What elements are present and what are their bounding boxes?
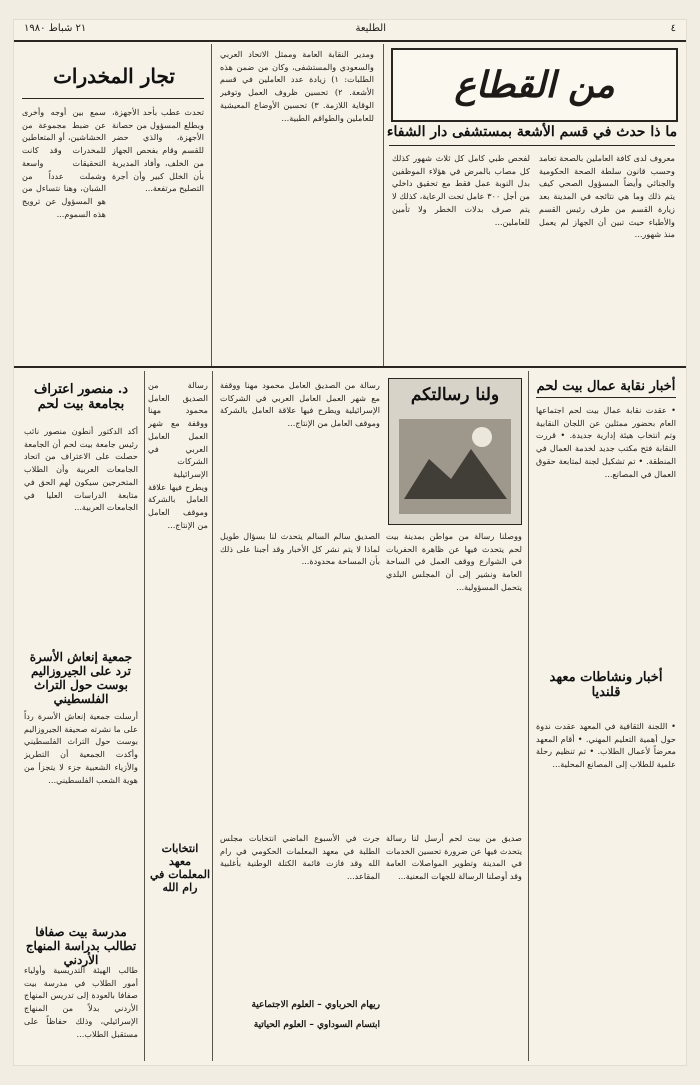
- letters-column-bottom-right: صديق من بيت لحم أرسل لنا رسالة يتحدث فيها عن ضرورة تحسين الخدمات في المدينة وتطوير المواصلات العامة وقد أوصلنا الرسالة للجهات المعنية...: [386, 833, 522, 882]
- page-number: ٤: [670, 23, 676, 34]
- drugs-column-right: تحدث عطب بأحد الأجهزة، وبطلع المسؤول من حصانة الأجهزة، والذي حضر للقسم وقام بفحص الجهاز من الخلف، وأفاد المديرية بأن الخلل كبير وأن أجرة التصليح مرتفعة...: [112, 107, 204, 194]
- institute-title: أخبار ونشاطات معهد قلنديا: [549, 670, 663, 700]
- letters-column-right: ووصلنا رسالة من مواطن بمدينة بيت لحم يتحدث فيها عن ظاهرة الحفريات في الشوارع ووقف العمل في الساحة العامة ونشير إلى أن المجلس البلدي يتحمل المسؤولية...: [386, 531, 522, 592]
- feature-underline: [389, 145, 675, 146]
- poster-image: [388, 378, 522, 525]
- divider-lower-right: [528, 371, 529, 1061]
- section-rule: [14, 366, 686, 368]
- poster-title: ولنا رسالتكم: [410, 385, 500, 405]
- union-news-title: أخبار نقابة عمال بيت لحم: [536, 379, 676, 394]
- poster-background: [399, 419, 511, 514]
- divider-lower-left: [212, 371, 213, 1061]
- feature-column-left: لفحص طبي كامل كل ثلاث شهور كذلك كل مصاب بالمرض في هؤلاء الموظفين بدل النوبة عمل فقط مع تحقيق داخلي من أجل ٣٠٠ عامل تحت الرعاية، كذلك لا يتم صرف بدلات الخطر ولا تأمين للعاملين...: [392, 153, 530, 227]
- union-news-underline: [536, 397, 676, 398]
- divider-upper-center: [383, 44, 384, 366]
- teachers-title: انتخابات معهد المعلمات في رام الله: [149, 842, 211, 894]
- feature-title: من القطاع: [454, 64, 615, 106]
- publication-date: ٢١ شباط ١٩٨٠: [24, 23, 87, 34]
- divider-left-narrow: [144, 371, 145, 1061]
- page-header: [14, 20, 686, 42]
- poster-sun: [472, 427, 492, 447]
- mansour-title: د. منصور اعتراف بجامعة بيت لحم: [33, 382, 129, 412]
- society-title: جمعية إنعاش الأسرة ترد على الجيروزاليم بوست حول التراث الفلسطيني: [29, 650, 133, 706]
- feature-subtitle: ما ذا حدث في قسم الأشعة بمستشفى دار الشفاء: [386, 124, 678, 140]
- letters-column-left: رسالة من الصديق العامل محمود مهنا ووقفة مع شهر العمل العامل العربي في الشركات الإسرائيلية ويطرح فيها علاقة العامل بالشركة وموقف العامل من الإنتاج...: [220, 380, 380, 429]
- feature-column-right: معروف لدى كافة العاملين بالصحة تعامد وحسب قانون سلطة الصحة الحكومية والجنائي وأيضاً المسؤول الصحي كيف يتم ذلك وما هي نتائجه في المدينة بعد زيارة القسم من طرف رئيس القسم والأطباء حيث تبين أن الجهاز لم يعمل منذ شهور...: [539, 153, 675, 240]
- school-body: طالب الهيئة التدريسية وأولياء أمور الطلاب في مدرسة بيت صفافا بالعودة إلى تدريس المنهاج الأردني بدلاً من المنهاج الإسرائيلي، وذلك حفاظاً على مستقبل الطلاب...: [24, 965, 138, 1039]
- letters-column-middle: الصديق سالم السالم يتحدث لنا بسؤال طويل لماذا لا يتم نشر كل الأخبار وقد أجبنا على ذلك بأن المساحة محدودة...: [220, 531, 380, 567]
- newspaper-page: [14, 20, 686, 1065]
- divider-upper-left: [211, 44, 212, 366]
- feature-logo: [391, 48, 678, 122]
- institute-body: • اللجنة الثقافية في المعهد عقدت ندوة حول أهمية التعليم المهني. • أقام المعهد معرضاً لأعمال الطلاب. • تم تنظيم رحلة علمية للطلاب إلى المصانع المحلية...: [536, 721, 676, 770]
- feature-continuation: ومدير النقابة العامة وممثل الاتحاد العربي والسعودي والمستشفى، وكان من ضمن هذه الطلبات: ١) زيادة عدد العاملين في قسم الأشعة. ٢) تحسين ظروف العمل وتوفير الوقاية اللازمة. ٣) تحسين الأوضاع المعيشية للعاملين والطواقم الطبية...: [220, 49, 374, 123]
- results-right: ريهام الحرباوي – العلوم الاجتماعية: [251, 1000, 380, 1010]
- publication-name: الطليعة: [355, 23, 386, 34]
- union-news-body: • عقدت نقابة عمال بيت لحم اجتماعها العام بحضور ممثلين عن اللجان النقابية وتم انتخاب هيئة إدارية جديدة. • قررت النقابة فتح مكتب جديد لخدمة العمال في المنطقة. • تم تشكيل لجنة لمتابعة حقوق العمال في المصانع...: [536, 405, 676, 479]
- results-left: ابتسام السوداوي – العلوم الحياتية: [253, 1020, 380, 1030]
- drugs-title: تجار المخدرات: [53, 64, 175, 88]
- poster-illustration: [389, 379, 521, 524]
- drugs-column-left: سمع بين أوجه وأخرى عن ضبط مجموعة من الحشاشين، أو المتعاطين للمخدرات وقد كانت التحقيقات واسعة وشملت عدداً من الشبان، وهنا نتساءل من هو المسؤول عن ترويج هذه السموم...: [22, 107, 106, 219]
- narrow-column-text: رسالة من الصديق العامل محمود مهنا ووقفة مع شهر العمل العامل العربي في الشركات الإسرائيلية ويطرح فيها علاقة العامل بالشركة وموقف العامل من الإنتاج...: [148, 380, 208, 530]
- drugs-underline: [22, 98, 204, 99]
- society-body: أرسلت جمعية إنعاش الأسرة رداً على ما نشرته صحيفة الجيروزاليم بوست حول التراث الفلسطيني وأكدت الجمعية أن التطريز والأزياء الشعبية جزء لا يتجزأ من هوية الشعب الفلسطيني...: [24, 711, 138, 785]
- mansour-body: أكد الدكتور أنطون منصور نائب رئيس جامعة بيت لحم أن الجامعة حصلت على الاعتراف من اتحاد الجامعات العربية وأن الطلاب المتخرجين سيكون لهم الحق في متابعة الدراسات العليا في الجامعات العربية...: [24, 426, 138, 513]
- teachers-body: جرت في الأسبوع الماضي انتخابات مجلس الطلبة في معهد المعلمات الحكومي في رام الله وقد فازت قائمة الكتلة الوطنية بأغلبية المقاعد...: [220, 833, 380, 882]
- school-title: مدرسة بيت صفافا تطالب بدراسة المنهاج الأردني: [25, 925, 137, 967]
